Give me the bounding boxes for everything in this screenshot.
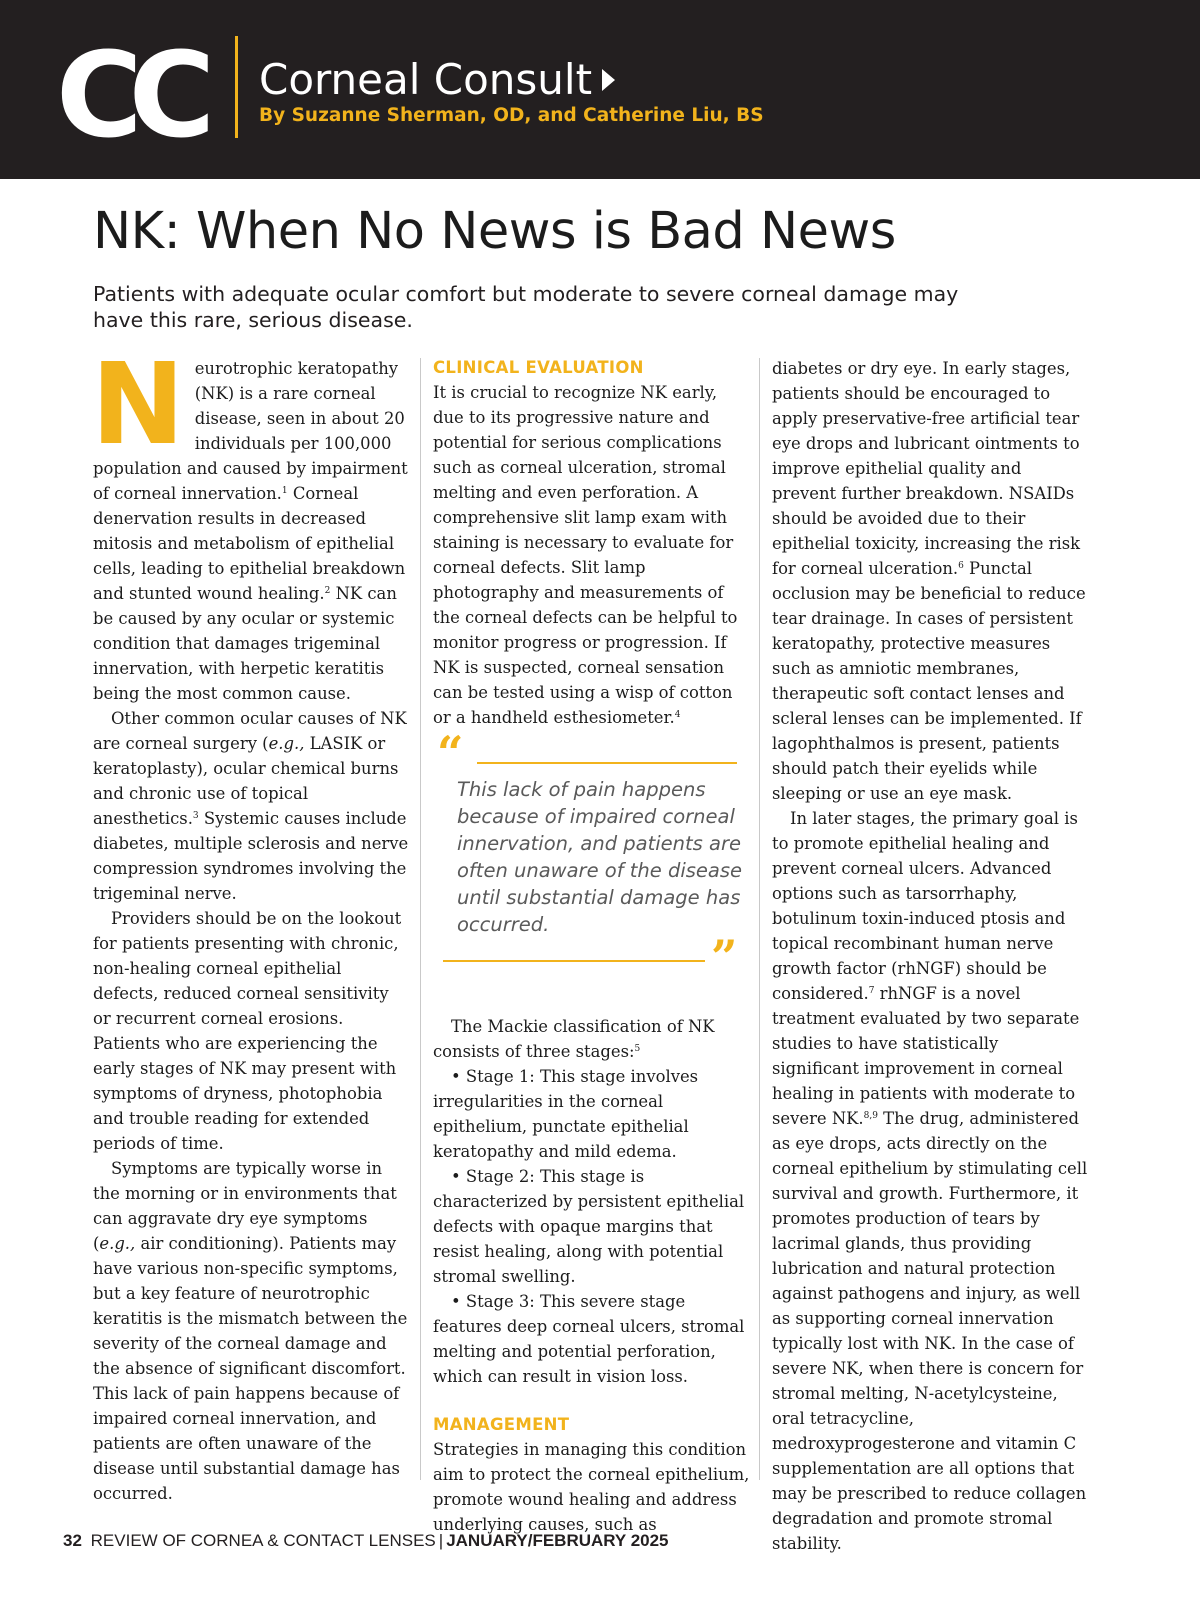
italic-text: e.g., [99, 1234, 136, 1253]
body-paragraph [91, 340, 411, 706]
body-column-2 [433, 356, 751, 1537]
reference-marker: 3 [192, 811, 199, 821]
reference-marker: 1 [281, 486, 288, 496]
body-column-1 [91, 340, 411, 1506]
publication-name: REVIEW OF CORNEA & CONTACT LENSES [90, 1531, 436, 1550]
column-name-text: Corneal Consult [259, 55, 593, 104]
reference-marker: 4 [674, 710, 681, 720]
body-text: It is crucial to recognize NK early, due to its progressive nature and potential for serious complications such as corneal ulceration, stromal melting and even perforation. A comprehensive slit lamp exam with staining is necessary to evaluate for corneal defects. Slit lamp photography and measurements of the corneal defects can be helpful to monitor progress or progression. If NK is suspected, corneal sensation can be tested using a wisp of cotton or a handheld esthesiometer. [433, 383, 738, 727]
pull-quote-rule [443, 960, 705, 962]
reference-marker: 7 [868, 986, 875, 996]
column-rule [759, 358, 760, 1480]
body-text: Other common ocular causes of NK are corneal surgery ( [93, 709, 407, 753]
column-name [259, 52, 615, 108]
cc-logo: CC [56, 26, 202, 164]
reference-marker: 5 [634, 1044, 641, 1054]
close-quote-icon: ” [711, 930, 738, 984]
column-rule [420, 358, 421, 1480]
body-text: Punctal occlusion may be beneficial to reduce tear drainage. In cases of persistent keratopathy, protective measures such as amniotic membranes, therapeutic soft contact lenses and scleral lenses can be implemented. If lagophthalmos is present, patients should patch their eyelids while sleeping or use an eye mask. [772, 559, 1086, 803]
body-paragraph [93, 706, 411, 906]
byline: By Suzanne Sherman, OD, and Catherine Liu, BS [259, 105, 764, 126]
body-text: The Mackie classification of NK consists of three stages: [433, 1017, 715, 1061]
play-arrow-icon [602, 69, 615, 91]
stage-item: • Stage 2: This stage is characterized by persistent epithelial defects with opaque margins that resist healing, along with potential stromal swelling. [433, 1167, 745, 1286]
reference-marker: 8,9 [863, 1111, 878, 1121]
issue-date: JANUARY/FEBRUARY 2025 [446, 1531, 669, 1550]
body-paragraph [772, 806, 1090, 1556]
column-header-banner [0, 0, 1200, 179]
pull-quote-text: This lack of pain happens because of impaired corneal innervation, and patients are often unaware of the disease until substantial damage has occurred. [457, 778, 743, 936]
body-paragraph [433, 1014, 751, 1064]
body-text: The drug, administered as eye drops, acts directly on the corneal epithelium by stimulating cell survival and growth. Furthermore, it promotes production of tears by lacrimal glands, thus providing lubrication and natural protection against pathogens and injury, as well as supporting corneal innervation typically lost with NK. In the case of severe NK, when there is concern for stromal melting, N-acetylcysteine, oral tetracycline, medroxyprogesterone and vitamin C supplementation are all options that may be prescribed to reduce collagen degradation and promote stromal stability. [772, 1109, 1088, 1553]
stage-item: • Stage 1: This stage involves irregularities in the corneal epithelium, punctate epithelial keratopathy and mild edema. [433, 1067, 699, 1161]
body-text: air conditioning). Patients may have various non-specific symptoms, but a key feature of neurotrophic keratitis is the mismatch between the severity of the corneal damage and the absence of significant discomfort. This lack of pain happens because of impaired corneal innervation, and patients are often unaware of the disease until substantial damage has occurred. [93, 1234, 408, 1503]
stage-item: • Stage 3: This severe stage features deep corneal ulcers, stromal melting and potential perforation, which can result in vision loss. [433, 1292, 745, 1386]
body-text: rhNGF is a novel treatment evaluated by two separate studies to have statistically significant improvement in corneal healing in patients with moderate to severe NK. [772, 984, 1080, 1128]
body-text: In later stages, the primary goal is to promote epithelial healing and prevent corneal ulcers. Advanced options such as tarsorrhaphy, botulinum toxin-induced ptosis and topical recombinant human nerve growth factor (rhNGF) should be considered. [772, 809, 1078, 1003]
body-column-3 [772, 356, 1090, 1556]
body-paragraph: Strategies in managing this condition aim to protect the corneal epithelium, promote wound healing and address underlying causes, such as [433, 1440, 750, 1534]
reference-marker: 2 [324, 586, 331, 596]
body-text: LASIK or keratoplasty), ocular chemical burns and chronic use of topical anesthetics. [93, 734, 399, 828]
body-paragraph [93, 1156, 411, 1506]
body-text: Symptoms are typically worse in the morning or in environments that can aggravate dry eye symptoms ( [93, 1159, 397, 1253]
article-title: NK: When No News is Bad News [93, 202, 896, 261]
body-text: diabetes or dry eye. In early stages, patients should be encouraged to apply preservative-free artificial tear eye drops and lubricant ointments to improve epithelial quality and prevent further breakdown. NSAIDs should be avoided due to their epithelial toxicity, increasing the risk for corneal ulceration. [772, 359, 1081, 578]
logo-divider [235, 36, 238, 138]
section-heading-clinical-evaluation: CLINICAL EVALUATION [433, 358, 644, 377]
body-text: NK can be caused by any ocular or systemic condition that damages trigeminal innervation, with herpetic keratitis being the most common cause. [93, 584, 397, 703]
body-text: Systemic causes include diabetes, multiple sclerosis and nerve compression syndromes involving the trigeminal nerve. [93, 809, 409, 903]
page-number: 32 [63, 1531, 82, 1550]
body-paragraph [772, 356, 1090, 806]
article-dek: Patients with adequate ocular comfort but moderate to severe corneal damage may have this rare, serious disease. [93, 282, 959, 332]
body-text: eurotrophic keratopathy (NK) is a rare corneal disease, seen in about 20 individuals per 100,000 population and caused by impairment of corneal innervation. [93, 359, 408, 503]
pull-quote-rule [477, 762, 737, 764]
pull-quote [433, 726, 751, 998]
italic-text: e.g., [268, 734, 305, 753]
body-paragraph [433, 380, 751, 730]
drop-cap: N [91, 340, 185, 470]
body-paragraph: Providers should be on the lookout for patients presenting with chronic, non-healing corneal epithelial defects, reduced corneal sensitivity or recurrent corneal erosions. Patients who are experiencing the early stages of NK may present with symptoms of dryness, photophobia and trouble reading for extended periods of time. [93, 909, 402, 1153]
footer-separator: | [438, 1531, 444, 1550]
section-heading-management: MANAGEMENT [433, 1415, 570, 1434]
body-text: Corneal denervation results in decreased mitosis and metabolism of epithelial cells, leading to epithelial breakdown and stunted wound healing. [93, 484, 406, 603]
reference-marker: 6 [958, 561, 964, 571]
open-quote-icon: “ [437, 726, 464, 780]
page-footer [63, 1531, 669, 1551]
